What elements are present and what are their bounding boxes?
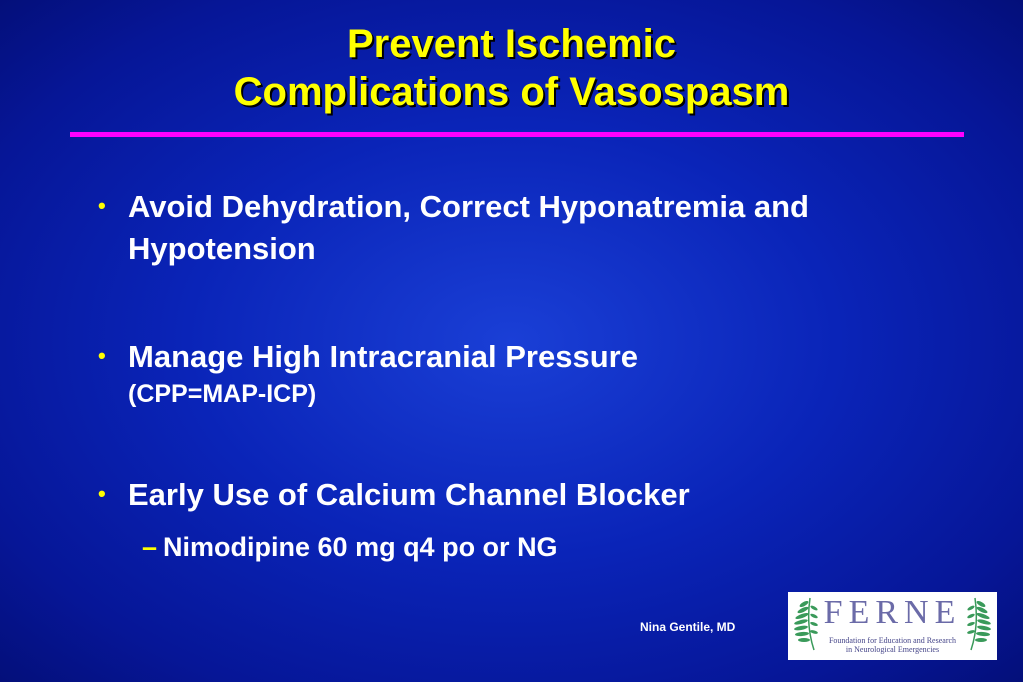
slide-title-line-2: Complications of Vasospasm: [233, 70, 790, 114]
bullet-marker: •: [98, 481, 106, 506]
bullet-item-1: [98, 186, 948, 270]
bullet-item-3: [98, 474, 948, 516]
slide-title: [0, 20, 1023, 116]
logo-tagline-line-2: in Neurological Emergencies: [845, 645, 940, 654]
bullet-subtext: (CPP=MAP-ICP): [128, 380, 317, 408]
logo-letters: FERNE: [823, 594, 962, 631]
sub-bullet-marker: –: [142, 532, 158, 562]
bullet-marker: •: [98, 343, 106, 368]
ferne-logo: [788, 592, 997, 660]
bullet-text: Early Use of Calcium Channel Blocker: [128, 477, 690, 512]
slide-title-line-1: Prevent Ischemic: [346, 22, 677, 66]
bullet-item-2: [98, 336, 948, 410]
bullet-text: Avoid Dehydration, Correct Hyponatremia and Hypotension: [128, 189, 809, 266]
author-credit: Nina Gentile, MD: [640, 620, 736, 634]
logo-tagline: [822, 636, 963, 654]
sub-bullet-item: [142, 530, 558, 564]
bullet-text: Manage High Intracranial Pressure: [128, 339, 638, 374]
bullet-marker: •: [98, 193, 106, 218]
sub-bullet-text: Nimodipine 60 mg q4 po or NG: [163, 532, 558, 562]
title-divider: [70, 132, 964, 137]
logo-tagline-line-1: Foundation for Education and Research: [828, 636, 957, 645]
fern-icon: [967, 596, 993, 652]
